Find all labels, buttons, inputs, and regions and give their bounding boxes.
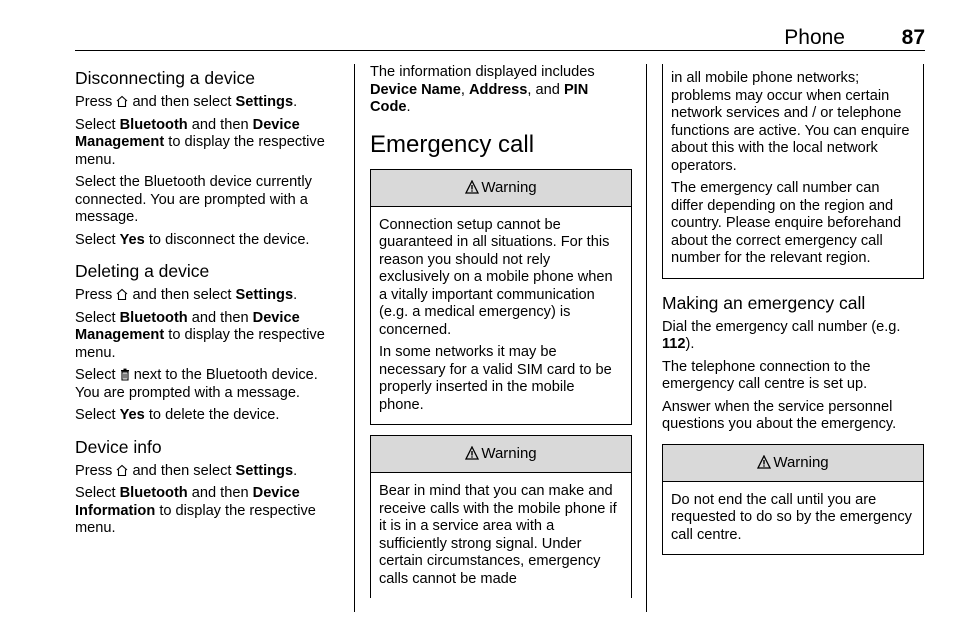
paragraph	[75, 407, 345, 425]
text: to delete the device.	[148, 407, 280, 423]
menu-term: Bluetooth	[119, 485, 188, 501]
menu-term: Settings	[235, 287, 294, 303]
warning-triangle-icon	[465, 180, 479, 194]
paragraph: in all mobile phone networks; problems may occur when certain network services and / or telephone functions are active. You can enquire about this with the local network operators.	[671, 70, 910, 174]
paragraph	[370, 64, 632, 117]
warning-triangle-icon	[757, 455, 771, 469]
text: and then	[191, 485, 249, 501]
text: and then	[191, 309, 249, 326]
paragraph	[75, 367, 345, 402]
warning-body	[371, 473, 631, 598]
paragraph	[75, 463, 345, 481]
phone-number: 112	[662, 336, 686, 352]
menu-term: Settings	[235, 462, 294, 479]
warning-continuation	[662, 64, 924, 279]
paragraph: Bear in mind that you can make and receive calls with the mobile phone if it is in a service area with a sufficiently strong signal. Under certain circumstances, emergency calls cannot be made	[379, 483, 617, 587]
text: Press	[75, 462, 113, 479]
text: .	[293, 94, 298, 110]
text: .	[293, 287, 298, 303]
trash-icon	[120, 368, 130, 381]
home-icon	[116, 464, 128, 477]
column-divider	[354, 64, 355, 612]
menu-term: Device Name	[370, 81, 461, 98]
paragraph: The telephone connection to the emergency call centre is set up.	[662, 358, 871, 392]
warning-box	[370, 435, 632, 598]
paragraph	[75, 287, 345, 305]
paragraph	[662, 319, 924, 354]
home-icon	[116, 95, 128, 108]
text: Select	[75, 116, 116, 133]
menu-term: Yes	[119, 407, 145, 423]
page-header	[75, 26, 925, 51]
text: and then select	[132, 287, 232, 303]
text: .	[293, 462, 298, 479]
text: Select	[75, 367, 116, 383]
menu-term: Bluetooth	[119, 116, 188, 133]
text: to disconnect the device.	[148, 231, 310, 248]
section-title-emergency-call: Emergency call	[370, 130, 535, 158]
paragraph: Connection setup cannot be guaranteed in all situations. For this reason you should not rely exclusively on a mobile phone when a vitally important communication (e.g. a medical emergency) is concerned.	[379, 216, 613, 338]
chapter-title: Phone	[784, 26, 845, 49]
column-divider	[646, 64, 647, 612]
text: Press	[75, 287, 113, 303]
warning-header	[371, 170, 631, 207]
text: Press	[75, 94, 113, 110]
text: next to the Bluetooth device. You are prompted with a message.	[75, 367, 318, 401]
text: Select	[75, 231, 116, 248]
warning-header	[663, 445, 923, 482]
warning-body	[663, 482, 923, 555]
menu-term: Device Management	[75, 309, 300, 343]
text: Dial the emergency call number (e.g.	[662, 318, 901, 335]
section-title-disconnecting: Disconnecting a device	[75, 68, 255, 88]
text: ).	[685, 336, 695, 352]
text: to display the respective menu.	[75, 134, 325, 168]
warning-triangle-icon	[465, 446, 479, 460]
paragraph: Do not end the call until you are requested to do so by the emergency call centre.	[671, 491, 912, 543]
text: Select	[75, 407, 116, 423]
menu-term: Settings	[235, 94, 294, 110]
menu-term: PIN Code	[370, 81, 589, 115]
text: Select	[75, 485, 116, 501]
section-title-making-call: Making an emergency call	[662, 292, 866, 313]
text: , and	[527, 81, 560, 98]
paragraph	[75, 117, 345, 170]
home-icon	[116, 288, 128, 301]
warning-header	[371, 436, 631, 473]
text: and then	[191, 116, 249, 133]
text: to display the respective menu.	[75, 502, 316, 536]
paragraph	[75, 485, 345, 538]
text: and then select	[132, 462, 232, 479]
text: Select	[75, 309, 116, 326]
menu-term: Device Information	[75, 485, 300, 519]
text: ,	[460, 81, 465, 98]
column-2	[370, 64, 632, 608]
warning-label: Warning	[773, 453, 829, 471]
warning-label: Warning	[481, 445, 537, 462]
text: .	[406, 99, 411, 115]
page-number: 87	[901, 26, 925, 49]
text: to display the respective menu.	[75, 327, 325, 361]
section-title-deleting: Deleting a device	[75, 261, 210, 281]
paragraph: Answer when the service personnel questions you about the emergency.	[662, 398, 897, 432]
menu-term: Yes	[119, 231, 145, 248]
menu-term: Device Management	[75, 116, 300, 150]
menu-term: Address	[469, 81, 528, 98]
paragraph: The emergency call number can differ depending on the region and country. Please enquire beforehand about the correct emergency call number for the relevant region.	[671, 180, 902, 266]
paragraph: Select the Bluetooth device currently connected. You are prompted with a message.	[75, 174, 312, 225]
warning-body	[371, 207, 631, 425]
paragraph	[75, 94, 345, 112]
column-3	[662, 64, 924, 565]
column-1	[75, 64, 345, 543]
warning-label: Warning	[481, 178, 537, 196]
paragraph	[75, 310, 345, 363]
section-title-device-info: Device info	[75, 436, 162, 457]
text: The information displayed includes	[370, 64, 595, 80]
text: and then select	[132, 94, 232, 110]
warning-box	[370, 169, 632, 426]
menu-term: Bluetooth	[119, 309, 188, 326]
paragraph: In some networks it may be necessary for a valid SIM card to be properly inserted in the mobile phone.	[379, 344, 612, 413]
warning-box	[662, 444, 924, 556]
paragraph	[75, 232, 345, 250]
